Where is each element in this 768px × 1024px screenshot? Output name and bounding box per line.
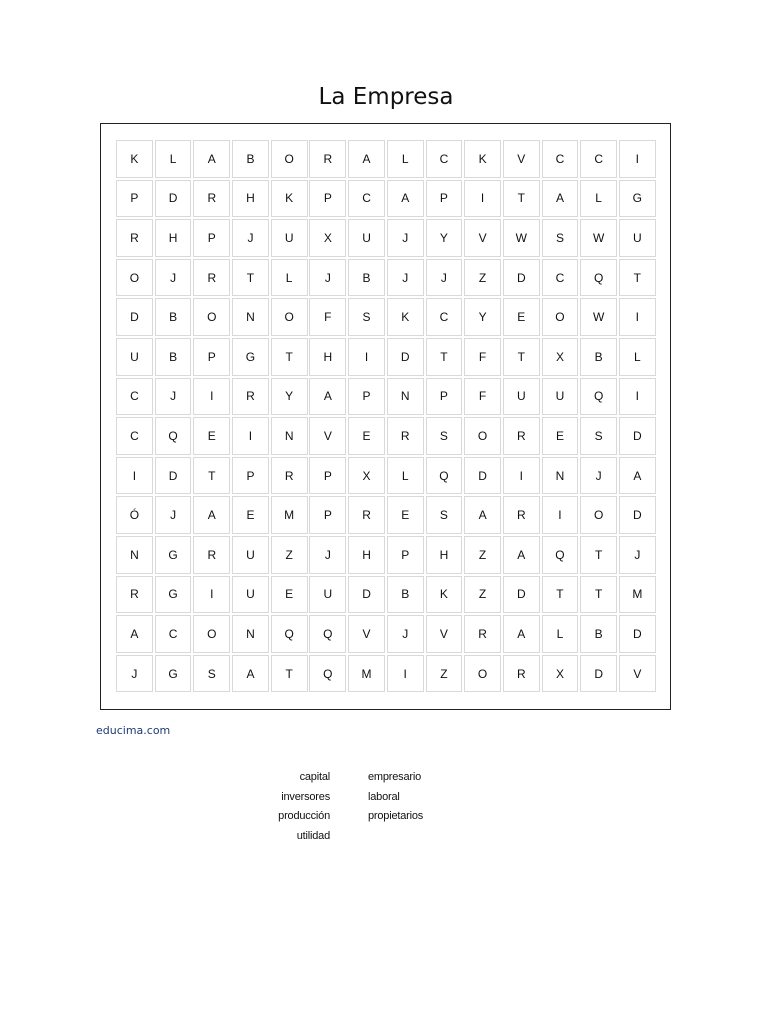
grid-cell: A	[619, 457, 656, 495]
grid-cell: S	[348, 298, 385, 336]
grid-cell: W	[580, 219, 617, 257]
grid-cell: F	[464, 338, 501, 376]
grid-cell: A	[464, 496, 501, 534]
grid-cell: X	[542, 338, 579, 376]
grid-cell: L	[580, 180, 617, 218]
grid-cell: K	[464, 140, 501, 178]
grid-cell: J	[387, 615, 424, 653]
grid-cell: T	[503, 338, 540, 376]
grid-cell: T	[503, 180, 540, 218]
grid-cell: N	[232, 615, 269, 653]
grid-cell: U	[309, 576, 346, 614]
grid-cell: Z	[464, 536, 501, 574]
grid-cell: R	[503, 496, 540, 534]
grid-cell: R	[348, 496, 385, 534]
grid-cell: E	[193, 417, 230, 455]
grid-cell: P	[193, 219, 230, 257]
grid-cell: Q	[580, 378, 617, 416]
grid-cell: J	[619, 536, 656, 574]
grid-cell: U	[619, 219, 656, 257]
grid-cell: A	[503, 615, 540, 653]
grid-cell: Q	[309, 615, 346, 653]
grid-cell: S	[426, 496, 463, 534]
grid-cell: P	[232, 457, 269, 495]
grid-cell: Z	[426, 655, 463, 693]
grid-cell: S	[580, 417, 617, 455]
grid-cell: I	[619, 140, 656, 178]
grid-cell: U	[232, 536, 269, 574]
word-list	[250, 768, 468, 846]
grid-cell: G	[155, 536, 192, 574]
grid-cell: Z	[464, 576, 501, 614]
word-list-left-column	[250, 768, 330, 846]
letter-grid	[116, 140, 656, 692]
grid-cell: R	[309, 140, 346, 178]
grid-cell: Y	[426, 219, 463, 257]
word-list-item: empresario	[368, 771, 422, 783]
grid-cell: J	[309, 536, 346, 574]
word-search-board	[100, 123, 671, 710]
grid-cell: C	[116, 378, 153, 416]
grid-cell: Q	[580, 259, 617, 297]
grid-cell: U	[116, 338, 153, 376]
grid-cell: B	[387, 576, 424, 614]
word-list-item: capital	[299, 771, 330, 783]
grid-cell: O	[116, 259, 153, 297]
grid-cell: H	[309, 338, 346, 376]
grid-cell: N	[271, 417, 308, 455]
word-list-item: laboral	[368, 790, 400, 803]
grid-cell: M	[271, 496, 308, 534]
grid-cell: J	[155, 378, 192, 416]
grid-cell: O	[193, 615, 230, 653]
grid-cell: V	[309, 417, 346, 455]
grid-cell: C	[580, 140, 617, 178]
grid-cell: W	[503, 219, 540, 257]
grid-cell: R	[116, 219, 153, 257]
grid-cell: N	[387, 378, 424, 416]
grid-cell: D	[116, 298, 153, 336]
grid-cell: D	[464, 457, 501, 495]
grid-cell: O	[464, 417, 501, 455]
grid-cell: O	[271, 140, 308, 178]
page-title: La Empresa	[318, 84, 454, 110]
grid-cell: Q	[271, 615, 308, 653]
grid-cell: E	[503, 298, 540, 336]
grid-cell: O	[271, 298, 308, 336]
grid-cell: A	[193, 140, 230, 178]
grid-cell: Z	[464, 259, 501, 297]
grid-cell: Q	[542, 536, 579, 574]
grid-cell: H	[155, 219, 192, 257]
grid-cell: D	[348, 576, 385, 614]
grid-cell: L	[542, 615, 579, 653]
grid-cell: D	[580, 655, 617, 693]
grid-cell: V	[619, 655, 656, 693]
grid-cell: V	[426, 615, 463, 653]
grid-cell: J	[116, 655, 153, 693]
grid-cell: T	[580, 536, 617, 574]
grid-cell: L	[155, 140, 192, 178]
grid-cell: J	[426, 259, 463, 297]
grid-cell: D	[503, 576, 540, 614]
grid-cell: B	[155, 298, 192, 336]
grid-cell: R	[193, 180, 230, 218]
grid-cell: J	[387, 219, 424, 257]
grid-cell: C	[348, 180, 385, 218]
grid-cell: P	[426, 180, 463, 218]
grid-cell: E	[271, 576, 308, 614]
grid-cell: T	[426, 338, 463, 376]
grid-cell: I	[193, 576, 230, 614]
grid-cell: C	[116, 417, 153, 455]
grid-cell: R	[116, 576, 153, 614]
grid-cell: H	[348, 536, 385, 574]
grid-cell: Q	[309, 655, 346, 693]
grid-cell: C	[426, 298, 463, 336]
grid-cell: B	[580, 615, 617, 653]
grid-cell: K	[387, 298, 424, 336]
grid-cell: I	[387, 655, 424, 693]
grid-cell: U	[232, 576, 269, 614]
grid-cell: A	[193, 496, 230, 534]
grid-cell: P	[426, 378, 463, 416]
grid-cell: I	[116, 457, 153, 495]
grid-cell: L	[387, 457, 424, 495]
grid-cell: P	[309, 180, 346, 218]
grid-cell: R	[193, 536, 230, 574]
grid-cell: U	[503, 378, 540, 416]
grid-cell: X	[309, 219, 346, 257]
grid-cell: P	[116, 180, 153, 218]
grid-cell: T	[619, 259, 656, 297]
grid-cell: A	[116, 615, 153, 653]
grid-cell: K	[116, 140, 153, 178]
grid-cell: B	[155, 338, 192, 376]
grid-cell: C	[426, 140, 463, 178]
grid-cell: R	[464, 615, 501, 653]
grid-cell: A	[387, 180, 424, 218]
word-list-item: utilidad	[296, 829, 330, 842]
grid-cell: J	[155, 259, 192, 297]
grid-cell: U	[348, 219, 385, 257]
grid-cell: P	[309, 496, 346, 534]
grid-cell: N	[542, 457, 579, 495]
grid-cell: T	[271, 655, 308, 693]
grid-cell: E	[348, 417, 385, 455]
grid-cell: B	[232, 140, 269, 178]
grid-cell: X	[542, 655, 579, 693]
grid-cell: I	[619, 298, 656, 336]
grid-cell: N	[116, 536, 153, 574]
word-list-right-column	[368, 768, 468, 846]
grid-cell: G	[155, 576, 192, 614]
grid-cell: Q	[155, 417, 192, 455]
grid-cell: P	[309, 457, 346, 495]
grid-cell: A	[503, 536, 540, 574]
grid-cell: A	[309, 378, 346, 416]
grid-cell: I	[542, 496, 579, 534]
grid-cell: S	[193, 655, 230, 693]
grid-cell: K	[426, 576, 463, 614]
grid-cell: A	[232, 655, 269, 693]
grid-cell: N	[232, 298, 269, 336]
grid-cell: F	[309, 298, 346, 336]
grid-cell: D	[155, 457, 192, 495]
grid-cell: U	[271, 219, 308, 257]
grid-cell: G	[619, 180, 656, 218]
grid-cell: J	[580, 457, 617, 495]
grid-cell: D	[503, 259, 540, 297]
grid-cell: L	[271, 259, 308, 297]
grid-cell: T	[542, 576, 579, 614]
grid-cell: S	[542, 219, 579, 257]
grid-cell: O	[464, 655, 501, 693]
grid-cell: J	[232, 219, 269, 257]
grid-cell: T	[232, 259, 269, 297]
grid-cell: C	[542, 259, 579, 297]
grid-cell: L	[387, 140, 424, 178]
grid-cell: G	[232, 338, 269, 376]
grid-cell: J	[155, 496, 192, 534]
grid-cell: R	[387, 417, 424, 455]
grid-cell: O	[542, 298, 579, 336]
grid-cell: C	[155, 615, 192, 653]
grid-cell: Ó	[116, 496, 153, 534]
grid-cell: V	[464, 219, 501, 257]
grid-cell: R	[271, 457, 308, 495]
grid-cell: I	[619, 378, 656, 416]
grid-cell: H	[232, 180, 269, 218]
grid-cell: I	[348, 338, 385, 376]
grid-cell: Y	[271, 378, 308, 416]
grid-cell: I	[503, 457, 540, 495]
grid-cell: R	[193, 259, 230, 297]
grid-cell: Y	[464, 298, 501, 336]
grid-cell: V	[503, 140, 540, 178]
grid-cell: I	[464, 180, 501, 218]
grid-cell: E	[542, 417, 579, 455]
grid-cell: W	[580, 298, 617, 336]
grid-cell: Z	[271, 536, 308, 574]
grid-cell: I	[232, 417, 269, 455]
grid-cell: A	[348, 140, 385, 178]
grid-cell: P	[348, 378, 385, 416]
grid-cell: K	[271, 180, 308, 218]
grid-cell: R	[503, 417, 540, 455]
grid-cell: S	[426, 417, 463, 455]
grid-cell: X	[348, 457, 385, 495]
grid-cell: B	[348, 259, 385, 297]
grid-cell: T	[271, 338, 308, 376]
grid-cell: J	[387, 259, 424, 297]
grid-cell: D	[619, 496, 656, 534]
source-link[interactable]: educima.com	[96, 724, 171, 737]
grid-cell: D	[155, 180, 192, 218]
grid-cell: A	[542, 180, 579, 218]
grid-cell: Q	[426, 457, 463, 495]
grid-cell: R	[232, 378, 269, 416]
grid-cell: O	[580, 496, 617, 534]
grid-cell: E	[232, 496, 269, 534]
grid-cell: T	[193, 457, 230, 495]
grid-cell: O	[193, 298, 230, 336]
grid-cell: J	[309, 259, 346, 297]
grid-cell: H	[426, 536, 463, 574]
word-list-item: inversores	[281, 790, 330, 803]
grid-cell: G	[155, 655, 192, 693]
grid-cell: P	[193, 338, 230, 376]
grid-cell: D	[387, 338, 424, 376]
word-list-item: producción	[278, 810, 330, 822]
grid-cell: D	[619, 615, 656, 653]
grid-cell: L	[619, 338, 656, 376]
grid-cell: V	[348, 615, 385, 653]
grid-cell: F	[464, 378, 501, 416]
grid-cell: C	[542, 140, 579, 178]
grid-cell: I	[193, 378, 230, 416]
grid-cell: P	[387, 536, 424, 574]
grid-cell: T	[580, 576, 617, 614]
grid-cell: R	[503, 655, 540, 693]
grid-cell: D	[619, 417, 656, 455]
grid-cell: U	[542, 378, 579, 416]
grid-cell: E	[387, 496, 424, 534]
word-list-item: propietarios	[368, 810, 424, 822]
grid-cell: M	[619, 576, 656, 614]
grid-cell: B	[580, 338, 617, 376]
grid-cell: M	[348, 655, 385, 693]
